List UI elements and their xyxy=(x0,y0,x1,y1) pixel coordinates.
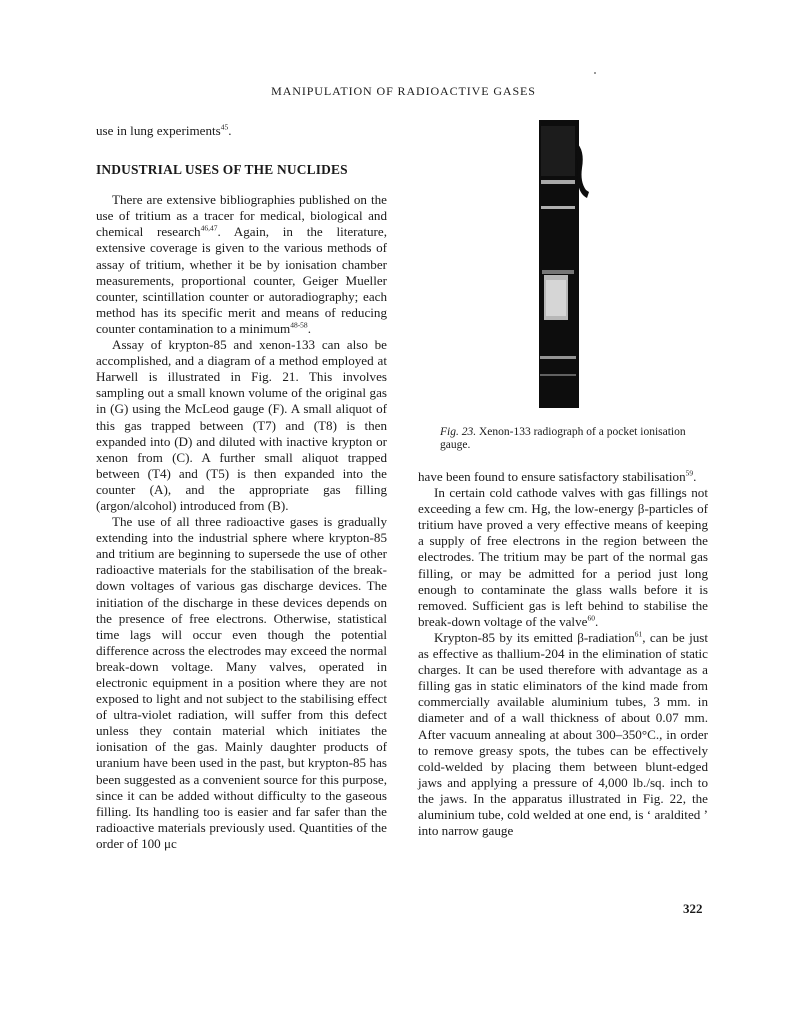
section-heading: INDUSTRIAL USES OF THE NUCLIDES xyxy=(96,162,348,178)
opening-text: use in lung experiments xyxy=(96,123,221,138)
xenon-radiograph-figure xyxy=(538,120,598,410)
ref-superscript: 60 xyxy=(587,613,595,623)
paragraph-continuation xyxy=(418,469,708,485)
paragraph-industrial: The use of all three radioactive gases is gradually extending into the industrial sphere where krypton-85 and tritium are beginning to supersede the use of other radioactive materials for the stabilisation of the break-down voltages of various gas discharge devices. The initiation of the discharge in these devices depends on the presence of free electrons. Otherwise, statistical time lags will occur even though the potential difference across the electrodes may exceed the normal break-down voltage. Many valves, operated in electronic equipment in a position where they are not exposed to light and not subject to the stabilising effect of ultra-violet radiation, will suffer from this defect unless they contain material which initiates the ionisation of the gas. Mainly daughter products of uranium have been used in the past, but krypton-85 has been suggested as a convenient source for this purpose, since it can be added without difficulty to the gaseous filling. Its handling too is easier and far safer than the radioactive materials previously used. Quantities of the order of 100 μc xyxy=(96,514,387,851)
continuation-end: . xyxy=(693,469,697,484)
cold-cathode-text: In certain cold cathode valves with gas fillings not exceeding a few cm. Hg, the low-energy β-particles of tritium have proved a very effective means of keeping a supply of free electrons in the region between the electrodes. The tritium may be part of the normal gas filling, or may be admitted for a period just long enough to contaminate the glass walls before it is removed. Sufficient gas is left behind to stabilise the break-down voltage of the valve xyxy=(418,485,708,629)
opening-line xyxy=(96,123,387,139)
figure-caption xyxy=(440,426,710,451)
figure-caption-text: Xenon-133 radiograph of a pocket ionisation gauge. xyxy=(440,426,686,451)
ref-superscript: 59 xyxy=(685,468,694,478)
ref-superscript: 48-58 xyxy=(290,320,308,330)
krypton-text-a: Krypton-85 by its emitted β-radiation xyxy=(434,629,635,645)
opening-end: . xyxy=(228,123,232,138)
para1-text-c: . xyxy=(307,320,311,336)
right-column xyxy=(418,469,708,839)
paragraph-krypton-static xyxy=(418,630,708,839)
figure-label: Fig. 23. xyxy=(440,426,477,438)
scan-speck xyxy=(594,72,596,74)
paragraph-cold-cathode xyxy=(418,485,708,630)
para1-text-b: . Again, in the literature, extensive coverage is given to the various methods of assay of tritium, whether it be by ionisation chamber measurements, proportional counter, Geiger Mueller counter, scintillation counter or autoradiography; each method has its specific merit and means of reducing counter contamination to a minimum xyxy=(96,224,387,336)
left-column xyxy=(96,123,387,852)
paragraph-bibliographies xyxy=(96,192,387,337)
page-number: 322 xyxy=(683,901,703,916)
para1-text-a: There are extensive bibliographies published on the use of tritium as a tracer for medical, biological and chemical research xyxy=(96,192,387,240)
continuation-text: have been found to ensure satisfactory stabilisation xyxy=(418,469,686,484)
krypton-text-b: , can be just as effective as thallium-204 in the elimination of static charges. It can be used therefore with advantage as a filling gas in static eliminators of the kind made from commercially available aluminium tubes, 3 mm. in diameter and of a wall thickness of about 0.07 mm. After vacuum annealing at about 300–350°C., in order to remove greasy spots, the tubes can be effectively cold-welded by placing them between blunt-edged jaws and applying a pressure of 4,000 lb./sq. inch to the jaws. In the apparatus illustrated in Fig. 22, the aluminium tube, cold welded at one end, is ‘ araldited ’ into narrow gauge xyxy=(418,629,709,839)
ref-superscript: 46,47 xyxy=(200,224,218,234)
cold-cathode-end: . xyxy=(594,613,599,629)
running-header: MANIPULATION OF RADIOACTIVE GASES xyxy=(271,84,536,98)
ref-superscript: 61 xyxy=(634,629,643,639)
ref-superscript: 45 xyxy=(220,122,229,132)
paragraph-assay: Assay of krypton-85 and xenon-133 can also be accomplished, and a diagram of a method employed at Harwell is illustrated in Fig. 21. This involves sampling out a small known volume of the original gas in (G) using the McLeod gauge (F). A small aliquot of this gas trapped between (T7) and (T8) is then expanded into (D) and diluted with inactive krypton or xenon from (C). A further small aliquot trapped between (T4) and (T5) is then expanded into the counter (A), and the appropriate gas filling (argon/alcohol) introduced from (B). xyxy=(96,337,387,513)
